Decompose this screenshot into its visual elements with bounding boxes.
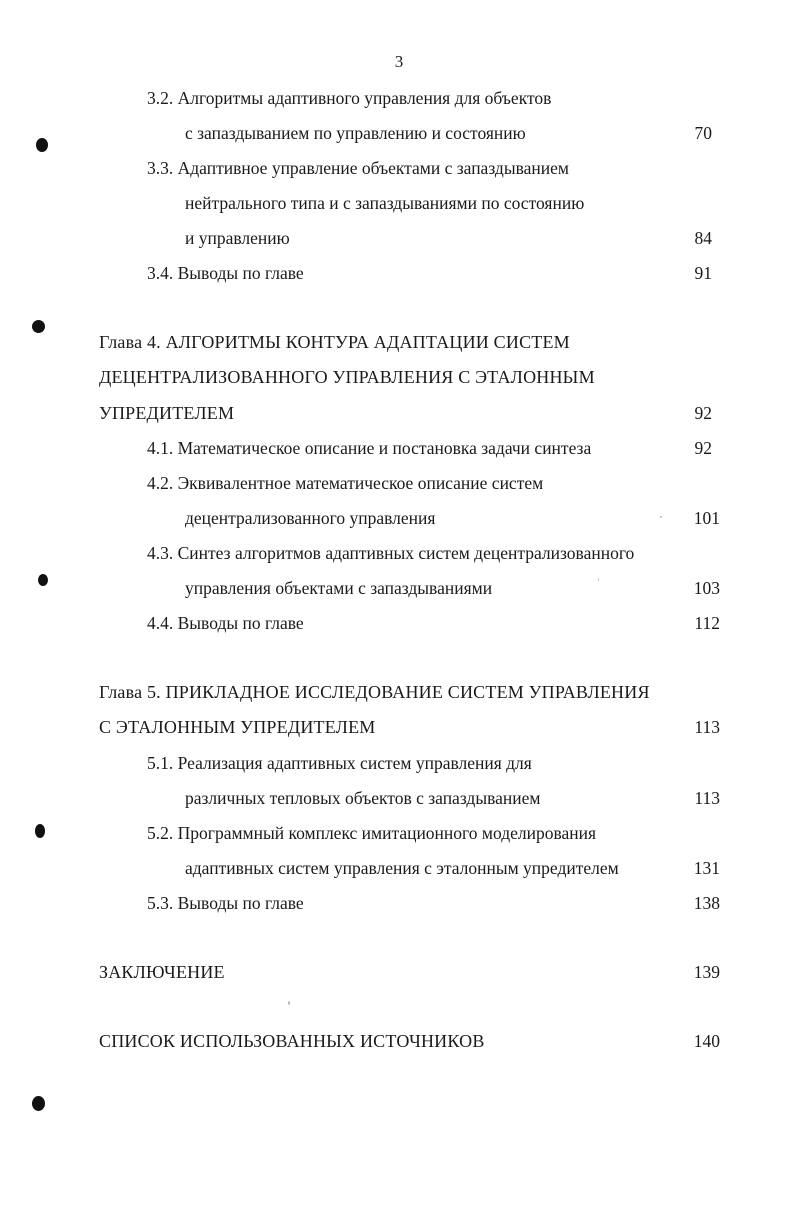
toc-entry-line: и управлению: [185, 228, 290, 248]
toc-page-number: 140: [693, 1031, 720, 1051]
toc-page-number: 131: [693, 858, 720, 878]
toc-entry-line: 5.2. Программный комплекс имитационного моделирования: [147, 823, 597, 843]
toc-entry-line: управления объектами с запаздываниями: [185, 578, 493, 598]
toc-page-number: 103: [693, 578, 720, 598]
toc-chapter-line: СПИСОК ИСПОЛЬЗОВАННЫХ ИСТОЧНИКОВ: [99, 1031, 485, 1051]
toc-entry-line: 4.4. Выводы по главе: [147, 613, 304, 633]
toc-chapter-line: ДЕЦЕНТРАЛИЗОВАННОГО УПРАВЛЕНИЯ С ЭТАЛОННЫМ: [99, 367, 595, 387]
toc-chapter-line: Глава 5. ПРИКЛАДНОЕ ИССЛЕДОВАНИЕ СИСТЕМ УПРАВЛЕНИЯ: [99, 682, 650, 702]
toc-page-number: 92: [694, 403, 712, 423]
toc-page-number: 84: [694, 228, 712, 248]
toc-chapter-line: Глава 4. АЛГОРИТМЫ КОНТУРА АДАПТАЦИИ СИСТЕМ: [99, 332, 570, 352]
binder-hole-mark: [35, 824, 45, 838]
toc-page-number: 91: [694, 263, 712, 283]
toc-entry-line: нейтрального типа и с запаздываниями по состоянию: [185, 193, 585, 213]
binder-hole-mark: [32, 320, 45, 333]
toc-entry-line: адаптивных систем управления с эталонным упредителем: [185, 858, 619, 878]
toc-page-number: 138: [693, 893, 720, 913]
toc-chapter-line: УПРЕДИТЕЛЕМ: [99, 403, 235, 423]
toc-entry-line: 3.4. Выводы по главе: [147, 263, 304, 283]
scan-speck: [288, 1001, 290, 1005]
page-number: 3: [394, 52, 404, 71]
toc-entry-line: 4.2. Эквивалентное математическое описание систем: [147, 473, 544, 493]
toc-page-number: 101: [693, 508, 720, 528]
binder-hole-mark: [38, 574, 48, 586]
toc-page-number: 92: [694, 438, 712, 458]
toc-entry-line: 3.2. Алгоритмы адаптивного управления для объектов: [147, 88, 552, 108]
toc-page-number: 113: [694, 717, 720, 737]
binder-hole-mark: [36, 138, 48, 152]
toc-page-number: 113: [694, 788, 720, 808]
toc-page-number: 112: [694, 613, 720, 633]
toc-chapter-line: С ЭТАЛОННЫМ УПРЕДИТЕЛЕМ: [99, 717, 376, 737]
toc-page-number: 70: [694, 123, 712, 143]
toc-entry-line: 3.3. Адаптивное управление объектами с запаздыванием: [147, 158, 569, 178]
toc-entry-line: 4.1. Математическое описание и постановка задачи синтеза: [147, 438, 592, 458]
toc-entry-line: 5.3. Выводы по главе: [147, 893, 304, 913]
toc-entry-line: с запаздыванием по управлению и состоянию: [185, 123, 526, 143]
toc-entry-line: 4.3. Синтез алгоритмов адаптивных систем децентрализованного: [147, 543, 635, 563]
toc-page-number: 139: [693, 962, 720, 982]
scan-speck: [660, 516, 662, 518]
toc-entry-line: различных тепловых объектов с запаздыванием: [185, 788, 541, 808]
toc-entry-line: 5.1. Реализация адаптивных систем управления для: [147, 753, 532, 773]
toc-chapter-line: ЗАКЛЮЧЕНИЕ: [99, 962, 225, 982]
scan-speck: [598, 578, 599, 581]
toc-entry-line: децентрализованного управления: [185, 508, 436, 528]
binder-hole-mark: [32, 1096, 45, 1111]
